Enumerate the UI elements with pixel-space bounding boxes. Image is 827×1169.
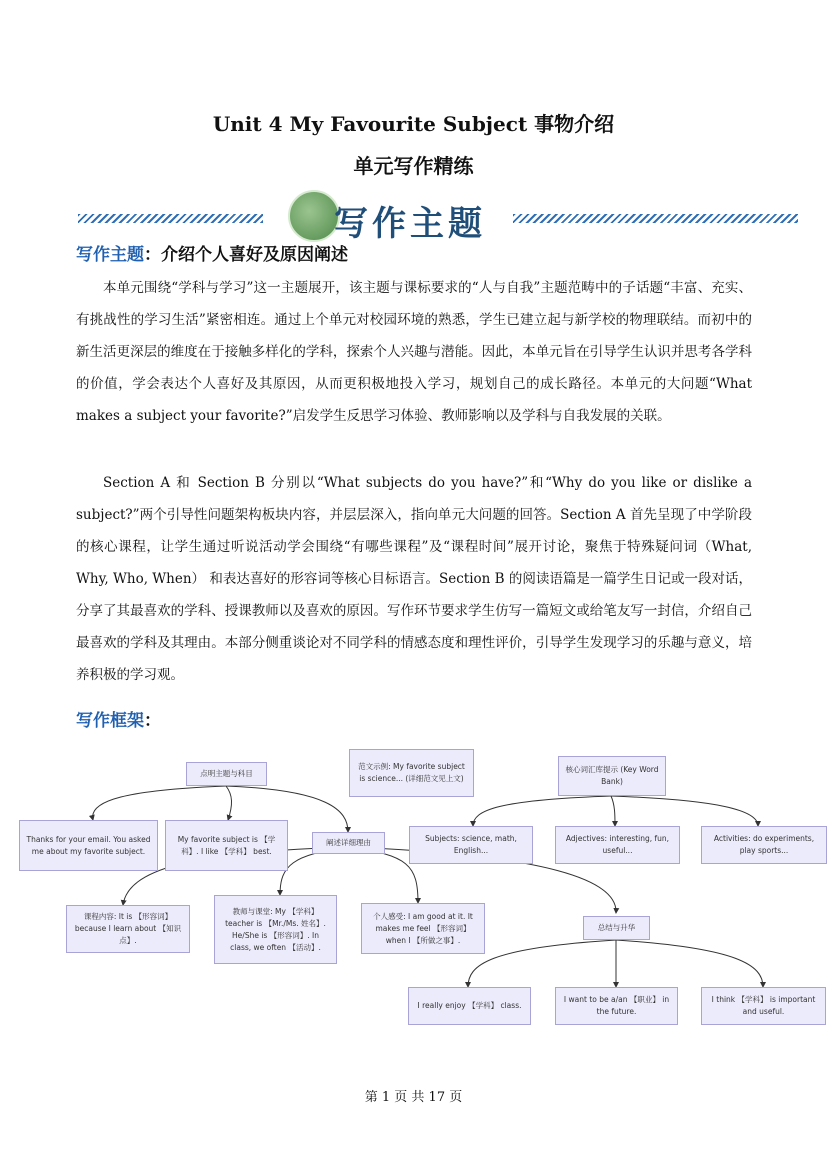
paragraph-2: Section A 和 Section B 分别以“What subjects do you have?”和“Why do you like or dislike a subject?”两个引导性问题架构板块内容，并层层深入，指向单元大问题的回答。Section A 首先呈现了中学阶段的核心课程，让学生通过听说活动学会围绕“有哪些课程”及“课程时间”展开讨论，聚焦于特殊疑问词（What, Why, Who, When） 和表达喜好的形容词等核心目标语言。Section B 的阅读语篇是一篇学生日记或一段对话，分享了其最喜欢的学科、授课教师以及喜欢的原因。写作环节要求学生仿写一篇短文或给笔友写一封信，介绍自己最喜欢的学科及其理由。本部分侧重谈论对不同学科的情感态度和理性评价，引导学生发现学习的乐趣与意义，培养积极的学习观。 bbox=[76, 475, 752, 683]
banner-stripe-right bbox=[513, 214, 798, 223]
page-title: Unit 4 My Favourite Subject 事物介绍 bbox=[212, 112, 615, 136]
node-kw-subjects: Subjects: science, math, English... bbox=[409, 826, 533, 864]
edge-summary-enjoy bbox=[468, 940, 616, 987]
node-personal-feeling: 个人感受: I am good at it. It makes me feel 【形容词】 when I 【所做之事】. bbox=[361, 903, 485, 954]
node-ending-future: I want to be a/an 【职业】 in the future. bbox=[555, 987, 678, 1025]
node-sample: 范文示例: My favorite subject is science... (详细范文见上文) bbox=[349, 749, 474, 797]
framework-colon: ： bbox=[144, 711, 161, 731]
theme-label: 写作主题 bbox=[76, 245, 144, 265]
theme-text: ：介绍个人喜好及原因阐述 bbox=[144, 245, 348, 265]
framework-heading bbox=[76, 706, 161, 731]
edge-bank-act bbox=[611, 796, 758, 826]
section-banner bbox=[78, 190, 798, 244]
node-teacher-class: 教师与课堂: My 【学科】 teacher is 【Mr./Ms. 姓名】. He/She is 【形容词】. In class, we often 【活动】. bbox=[214, 895, 337, 964]
page-footer: 第 1 页 共 17 页 bbox=[364, 1090, 463, 1105]
banner-stripe-left bbox=[78, 214, 263, 223]
page-subtitle: 单元写作精练 bbox=[353, 154, 474, 178]
node-email: Thanks for your email. You asked me about my favorite subject. bbox=[19, 820, 158, 871]
node-keyword-bank: 核心词汇库提示 (Key Word Bank) bbox=[558, 756, 666, 796]
node-kw-activities: Activities: do experiments, play sports... bbox=[701, 826, 827, 864]
node-detail-reasons: 阐述详细理由 bbox=[312, 832, 385, 854]
node-kw-adjectives: Adjectives: interesting, fun, useful... bbox=[555, 826, 680, 864]
framework-label: 写作框架 bbox=[76, 711, 144, 731]
theme-heading bbox=[76, 240, 348, 265]
node-summary: 总结与升华 bbox=[583, 916, 650, 940]
edge-detail-teacher bbox=[280, 847, 348, 895]
edge-bank-subjects bbox=[473, 796, 611, 826]
node-intro: 点明主题与科目 bbox=[186, 762, 267, 786]
node-favorite-subject: My favorite subject is 【学科】. I like 【学科】 best. bbox=[165, 820, 288, 871]
node-ending-enjoy: I really enjoy 【学科】 class. bbox=[408, 987, 531, 1025]
edge-summary-think bbox=[616, 940, 763, 987]
paragraph-1: 本单元围绕“学科与学习”这一主题展开，该主题与课标要求的“人与自我”主题范畴中的子话题“丰富、充实、有挑战性的学习生活”紧密相连。通过上个单元对校园环境的熟悉，学生已建立起与新学校的物理联结。而初中的新生活更深层的维度在于接触多样化的学科，探索个人兴趣与潜能。因此，本单元旨在引导学生认识并思考各学科的价值，学会表达个人喜好及其原因，从而更积极地投入学习，规划自己的成长路径。本单元的大问题“What makes a subject your favorite?”启发学生反思学习体验、教师影响以及学科与自我发展的关联。 bbox=[76, 280, 752, 424]
edge-bank-adj bbox=[611, 796, 615, 826]
edge-intro-email bbox=[93, 786, 226, 820]
node-course-content: 课程内容: It is 【形容词】 because I learn about 【知识点】. bbox=[66, 905, 190, 953]
writing-framework-diagram bbox=[18, 740, 827, 1040]
edge-detail-personal bbox=[348, 847, 418, 903]
node-ending-important: I think 【学科】 is important and useful. bbox=[701, 987, 826, 1025]
edge-intro-fav bbox=[226, 786, 232, 820]
banner-title: 写作主题 bbox=[334, 204, 486, 244]
banner-badge-icon bbox=[288, 190, 340, 242]
